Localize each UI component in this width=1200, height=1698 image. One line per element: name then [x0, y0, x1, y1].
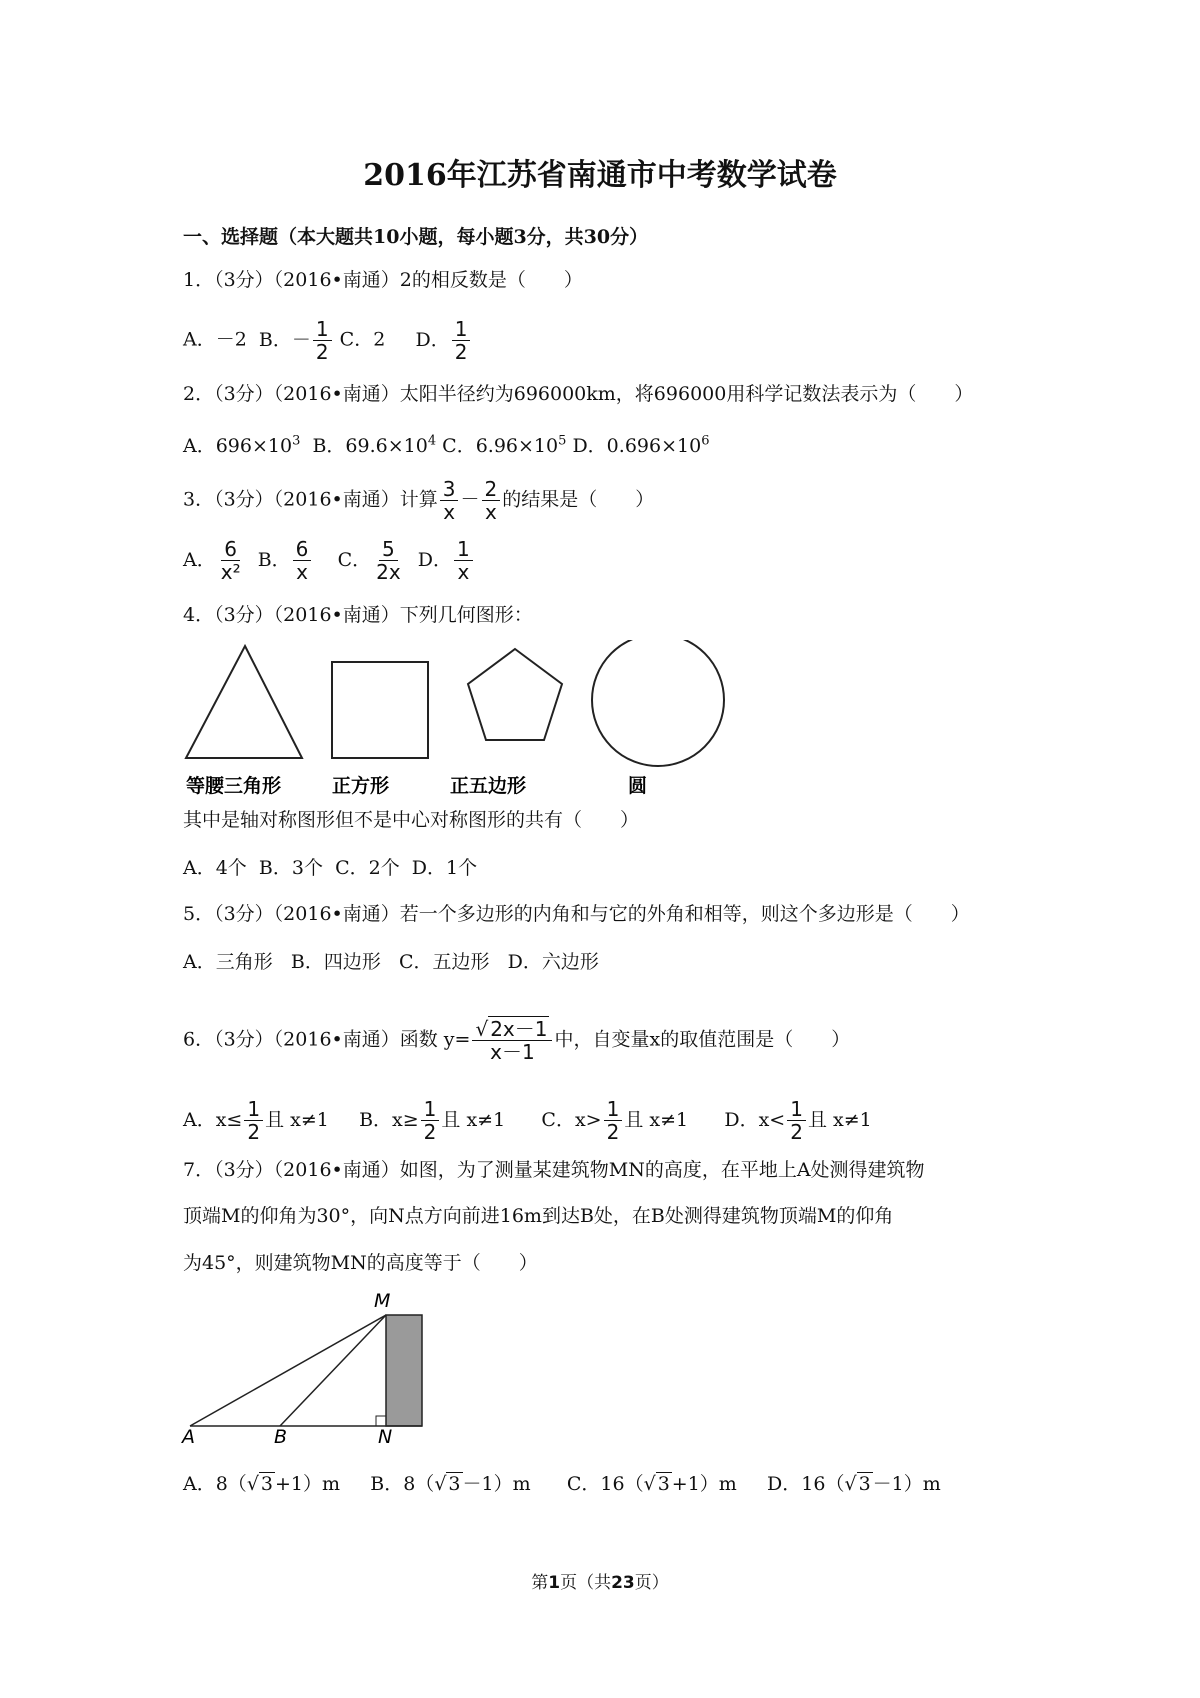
q3-option-c[interactable]: C． $\frac{5}{2x}$	[338, 549, 406, 571]
fraction: $\frac{1}{2}$	[604, 1098, 623, 1143]
square-shape	[332, 662, 428, 758]
q7-option-d[interactable]: D．16（√ 3 －1）m	[767, 1473, 941, 1495]
q6-options	[183, 1098, 872, 1143]
q4-stem: 4．（3分）（2016•南通）下列几何图形：	[183, 604, 533, 626]
isosceles-triangle-shape	[186, 646, 302, 758]
q6-stem: 6．（3分）（2016•南通）函数 y= $\frac{√ 2x-1}{x-1}$ 中，自变量x的取值范围是（ ）	[183, 1017, 851, 1064]
section-heading: 一、选择题（本大题共10小题，每小题3分，共30分）	[183, 226, 649, 248]
fraction: $\frac{6}{x}$	[293, 538, 312, 583]
label-b: B	[274, 1426, 288, 1445]
sqrt-icon: √	[844, 1473, 857, 1495]
q5-options	[183, 950, 599, 974]
fraction: $\frac{6}{\text{x²}}$	[220, 537, 241, 584]
q4-options	[183, 856, 477, 880]
fraction: $\frac{1}{2}$	[787, 1098, 806, 1143]
q6-option-d[interactable]: D．x< $\frac{1}{2}$ 且 x≠1	[724, 1097, 872, 1144]
fraction: $\frac{1}{2}$	[313, 318, 332, 363]
q7-figure	[178, 1285, 448, 1445]
q3-option-d[interactable]: D． $\frac{1}{x}$	[418, 549, 475, 571]
q5-option-c[interactable]: C．五边形	[398, 951, 490, 973]
q6-option-b[interactable]: B．x≥ $\frac{1}{2}$ 且 x≠1	[359, 1097, 506, 1144]
q5-option-d[interactable]: D．六边形	[507, 951, 599, 973]
fraction: $\frac{3}{x}$	[440, 478, 459, 523]
page-total: 23	[611, 1573, 635, 1593]
label-a: A	[182, 1426, 195, 1445]
shape-label-circle: 圆	[628, 775, 648, 797]
sqrt-icon: √	[643, 1473, 656, 1495]
q7-option-a[interactable]: A．8（√ 3 +1）m	[183, 1473, 341, 1495]
fraction: $\frac{1}{x}$	[454, 538, 473, 583]
q2-option-b[interactable]: B．$69.6\times 10^4$	[312, 434, 437, 458]
shape-label-triangle: 等腰三角形	[186, 775, 282, 797]
q2-option-a[interactable]: A．$696\times 10^3$	[183, 434, 301, 458]
sqrt-icon: √	[434, 1473, 447, 1495]
fraction: $\frac{1}{2}$	[452, 318, 471, 363]
circle-shape	[592, 640, 724, 766]
label-n: N	[378, 1426, 393, 1445]
page-footer: 第1页（共23页）	[531, 1573, 669, 1593]
q3-option-b[interactable]: B． $\frac{6}{x}$	[258, 549, 314, 571]
q1-option-b[interactable]: B．－ $\frac{1}{2}$	[259, 329, 334, 351]
fraction: $\frac{√ 2x-1}{x-1}$	[472, 1018, 552, 1063]
q5-option-b[interactable]: B．四边形	[290, 951, 381, 973]
q3-stem: 3．（3分）（2016•南通）计算 $\frac{3}{x}$ － $\frac{2}{x}$ 的结果是（ ）	[183, 477, 655, 524]
building-shape	[386, 1315, 422, 1426]
shape-label-square: 正方形	[332, 775, 390, 797]
q1-option-c[interactable]: C．2	[339, 328, 386, 351]
q2-options	[183, 430, 709, 458]
q2-stem: 2．（3分）（2016•南通）太阳半径约为696000km，将696000用科学记数法表示为（ ）	[183, 383, 974, 405]
page-number: 1	[548, 1573, 561, 1593]
q1-stem: 1．（3分）（2016•南通）2的相反数是（ ）	[183, 269, 583, 291]
q1-options	[183, 318, 472, 363]
q6-option-a[interactable]: A．x≤ $\frac{1}{2}$ 且 x≠1	[183, 1097, 329, 1144]
page-title: 2016年江苏省南通市中考数学试卷	[363, 158, 837, 193]
q1-option-a[interactable]: A．－2	[183, 328, 247, 351]
pentagon-shape	[468, 649, 562, 740]
q4-question: 其中是轴对称图形但不是中心对称图形的共有（ ）	[183, 809, 640, 831]
q3-options	[183, 538, 475, 583]
q5-stem: 5．（3分）（2016•南通）若一个多边形的内角和与它的外角和相等，则这个多边形是（ ）	[183, 903, 970, 925]
q4-option-a[interactable]: A．4个	[183, 857, 247, 879]
sqrt-icon: √	[475, 1017, 489, 1041]
q6-option-c[interactable]: C．x> $\frac{1}{2}$ 且 x≠1	[541, 1097, 689, 1144]
shape-label-pentagon: 正五边形	[450, 775, 527, 797]
q2-option-c[interactable]: C．$6.96\times 10^5$	[442, 434, 567, 458]
q4-option-b[interactable]: B．3个	[258, 857, 323, 879]
q7-line-2: 顶端M的仰角为30°，向N点方向前进16m到达B处，在B处测得建筑物顶端M的仰角	[183, 1205, 894, 1227]
q7-option-b[interactable]: B．8（√ 3 －1）m	[370, 1473, 531, 1495]
fraction: $\frac{2}{x}$	[482, 478, 501, 523]
q5-option-a[interactable]: A．三角形	[183, 951, 273, 973]
q7-line-1: 7．（3分）（2016•南通）如图，为了测量某建筑物MN的高度，在平地上A处测得建筑物	[183, 1159, 925, 1181]
q1-option-d[interactable]: D． $\frac{1}{2}$	[416, 329, 473, 351]
q3-option-a[interactable]: A． $\frac{6}{\text{x²}}$	[183, 549, 246, 571]
q7-option-c[interactable]: C．16（√ 3 +1）m	[566, 1473, 737, 1495]
sqrt-icon: √	[246, 1473, 259, 1495]
fraction: $\frac{5}{2x}$	[376, 537, 401, 584]
right-angle-mark	[376, 1416, 386, 1426]
q4-shapes-figure	[180, 640, 740, 800]
q7-line-3: 为45°，则建筑物MN的高度等于（ ）	[183, 1252, 538, 1274]
fraction: $\frac{1}{2}$	[244, 1098, 263, 1143]
q4-option-c[interactable]: C．2个	[335, 857, 400, 879]
q2-option-d[interactable]: D．$0.696\times 10^6$	[572, 434, 710, 458]
fraction: $\frac{1}{2}$	[421, 1098, 440, 1143]
line-bm	[280, 1315, 386, 1426]
line-am	[190, 1315, 386, 1426]
label-m: M	[374, 1290, 391, 1312]
q7-options	[183, 1472, 941, 1496]
q4-option-d[interactable]: D．1个	[411, 857, 478, 879]
